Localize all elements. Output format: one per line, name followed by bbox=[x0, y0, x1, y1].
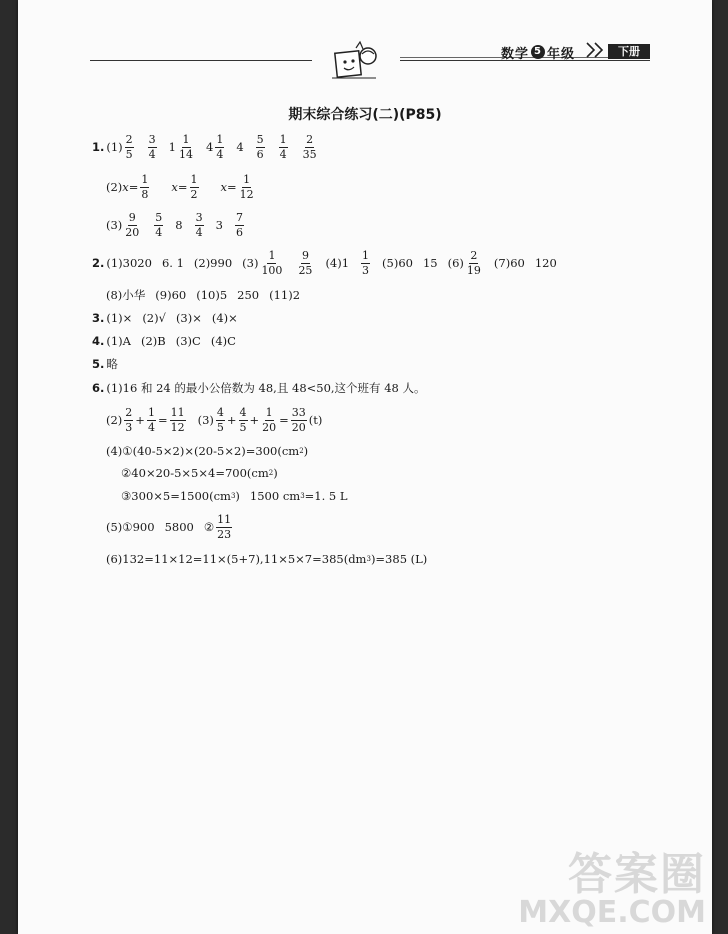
page-title: 期末综合练习(二)(P85) bbox=[288, 107, 442, 123]
watermark: 答案圈 MXQE.COM bbox=[518, 849, 706, 930]
q1-line-3: (3) $\frac{9}{20}$ $\frac{5}{4}$ 8 $\frac{3}{4}$ 3 $\frac{7}{6}$ bbox=[106, 210, 243, 239]
q6-line-4c: ③300×5=1500(cm 3 ) 1500 cm 3 =1. 5 L bbox=[121, 489, 348, 503]
q6-line-5: (5)①900 5800 ② $\frac{11}{23}$ bbox=[106, 512, 232, 541]
q6-line-4a: (4)①(40-5×2)×(20-5×2)=300(cm 2 ) bbox=[106, 444, 309, 458]
double-chevron-icon bbox=[585, 40, 607, 60]
fraction: $\frac{9}{20}$ bbox=[125, 210, 140, 239]
page bbox=[18, 0, 712, 934]
q4-line: 4. (1)A (2)B (3)C (4)C bbox=[92, 334, 236, 348]
fraction: $\frac{1}{4}$ bbox=[147, 405, 155, 434]
q1-line-1: 1. (1) $\frac{2}{5}$ $\frac{3}{4}$ 1 $\frac{1}{14}$ 4 $\frac{1}{4}$ 4 $\frac{5}{6}$ $\frac{1}{4}$ $\frac{2}{35}$ bbox=[92, 132, 317, 161]
fraction: $\frac{7}{6}$ bbox=[235, 210, 243, 239]
q5-line: 5. 略 bbox=[92, 357, 118, 371]
q2-line-2: (8)小华 (9)60 (10)5 250 (11)2 bbox=[106, 288, 301, 302]
fraction: $\frac{33}{20}$ bbox=[291, 405, 306, 434]
fraction: $\frac{1}{8}$ bbox=[141, 172, 149, 201]
fraction: $\frac{1}{20}$ bbox=[262, 405, 277, 434]
mascot-icon bbox=[326, 38, 382, 80]
volume-badge: 下册 bbox=[608, 44, 650, 59]
fraction: $\frac{3}{4}$ bbox=[148, 132, 156, 161]
fraction: $\frac{1}{14}$ bbox=[179, 132, 193, 161]
fraction: $\frac{2}{35}$ bbox=[302, 132, 317, 161]
fraction: $\frac{3}{4}$ bbox=[195, 210, 203, 239]
subject-label: 数学 5 年级 bbox=[501, 46, 576, 62]
fraction: $\frac{11}{23}$ bbox=[217, 512, 232, 541]
header-rule-left bbox=[90, 60, 312, 61]
fraction: $\frac{1}{3}$ bbox=[362, 248, 370, 277]
q6-line-2: (2) $\frac{2}{3}$ + $\frac{1}{4}$ = $\frac{11}{12}$ (3) $\frac{4}{5}$ + $\frac{4}{5}$ + $\frac{1}{20}$ = $\frac{33}{20}$ (t) bbox=[106, 405, 323, 434]
fraction: $\frac{5}{6}$ bbox=[256, 132, 264, 161]
fraction: $\frac{5}{4}$ bbox=[155, 210, 163, 239]
grade-badge: 5 bbox=[531, 45, 545, 59]
fraction: $\frac{2}{3}$ bbox=[125, 405, 133, 434]
q6-line-6: (6)132=11×12=11×(5+7),11×5×7=385(dm 3 )=385 (L) bbox=[106, 552, 428, 566]
q1-line-2: (2) x= $\frac{1}{8}$ x= $\frac{1}{2}$ x= $\frac{1}{12}$ bbox=[106, 172, 254, 201]
fraction: $\frac{1}{4}$ bbox=[279, 132, 287, 161]
q6-line-1: 6. (1)16 和 24 的最小公倍数为 48,且 48<50,这个班有 48 人。 bbox=[92, 381, 426, 395]
fraction: $\frac{2}{19}$ bbox=[466, 248, 481, 277]
fraction: $\frac{1}{4}$ bbox=[216, 132, 224, 161]
fraction: $\frac{1}{12}$ bbox=[239, 172, 254, 201]
fraction: $\frac{9}{25}$ bbox=[298, 248, 313, 277]
fraction: $\frac{11}{12}$ bbox=[170, 405, 185, 434]
q3-line: 3. (1)× (2)√ (3)× (4)× bbox=[92, 311, 238, 325]
q6-line-4b: ②40×20-5×5×4=700(cm 2 ) bbox=[121, 466, 278, 480]
fraction: $\frac{1}{2}$ bbox=[190, 172, 198, 201]
q2-line-1: 2. (1)3020 6. 1 (2)990 (3) $\frac{1}{100}$ $\frac{9}{25}$ (4)1 $\frac{1}{3}$ (5)60 15 (6) $\frac{2}{19}$ (7)60 120 bbox=[92, 248, 557, 277]
fraction: $\frac{4}{5}$ bbox=[239, 405, 247, 434]
fraction: $\frac{1}{100}$ bbox=[261, 248, 283, 277]
fraction: $\frac{2}{5}$ bbox=[125, 132, 133, 161]
fraction: $\frac{4}{5}$ bbox=[216, 405, 224, 434]
